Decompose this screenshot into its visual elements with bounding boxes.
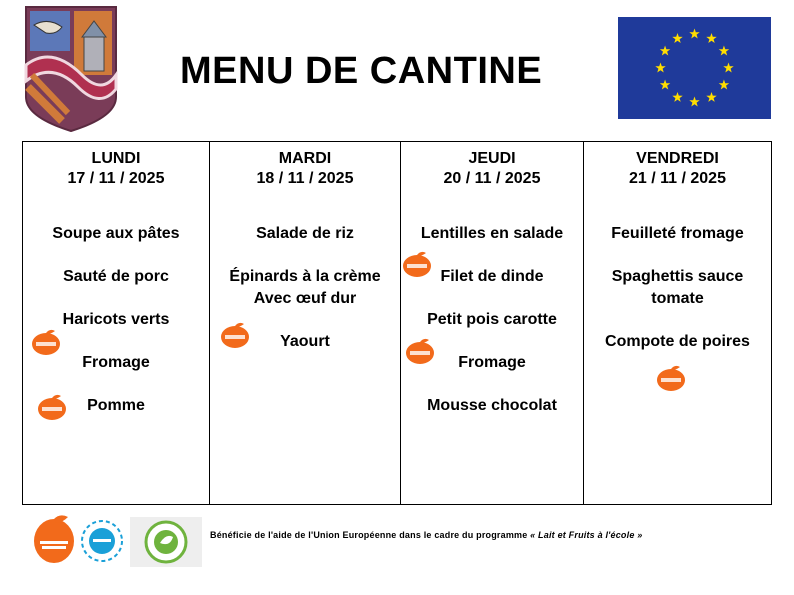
day-date: 17 / 11 / 2025 [67, 170, 165, 187]
dish-item: Compote de poires [605, 333, 750, 350]
dish-item: Fromage [458, 354, 526, 371]
eu-funding-note [210, 530, 642, 540]
dish-item: Lentilles en salade [420, 225, 564, 242]
fruit-program-icon [656, 364, 686, 392]
day-name: VENDREDI [636, 150, 719, 167]
fruit-program-icon [220, 321, 250, 349]
dish-item: Pomme [87, 397, 145, 414]
dish-item: Épinards à la crème [229, 268, 381, 285]
day-date: 21 / 11 / 2025 [629, 170, 726, 187]
fruit-program-icon [37, 393, 67, 421]
fruit-program-icon [402, 250, 432, 278]
fruit-program-icon [31, 328, 61, 356]
day-date: 20 / 11 / 2025 [443, 170, 541, 187]
dish-list [23, 223, 209, 417]
day-column-lundi [23, 142, 210, 504]
eu-flag-icon [618, 17, 771, 119]
day-name: LUNDI [91, 150, 141, 167]
lait-et-produits-laitiers-logo [82, 521, 122, 561]
day-date: 18 / 11 / 2025 [256, 170, 354, 187]
dish-item: Filet de dinde [440, 268, 544, 285]
programme-name: « Lait et Fruits à l'école » [530, 530, 643, 540]
dish-item: tomate [651, 290, 704, 307]
dish-item: Spaghettis sauce [611, 268, 744, 285]
dish-item: Petit pois carotte [427, 311, 557, 328]
town-crest-icon [22, 5, 120, 133]
eu-funding-text: Bénéficie de l'aide de l'Union Européenne dans le cadre du programme [210, 530, 531, 540]
fruit-program-icon [405, 337, 435, 365]
dish-item: Feuilleté fromage [611, 225, 744, 242]
dish-list [584, 223, 771, 353]
page-title: MENU DE CANTINE [180, 50, 543, 92]
day-column-vendredi [584, 142, 771, 504]
dish-item: Mousse chocolat [427, 397, 557, 414]
dish-item: Soupe aux pâtes [52, 225, 180, 242]
dish-item: Fromage [82, 354, 150, 371]
dish-item: Haricots verts [62, 311, 170, 328]
day-name: MARDI [278, 150, 332, 167]
day-column-mardi [210, 142, 401, 504]
dish-item: Sauté de porc [63, 268, 169, 285]
fruits-et-legumes-logo [34, 515, 74, 563]
day-name: JEUDI [468, 150, 516, 167]
day-column-jeudi [401, 142, 584, 504]
dish-item: Avec œuf dur [253, 290, 357, 307]
dish-item: Salade de riz [256, 225, 354, 242]
bio-label-logo [130, 517, 202, 567]
program-logos [30, 515, 205, 571]
dish-item: Yaourt [280, 333, 330, 350]
menu-table [22, 141, 772, 505]
